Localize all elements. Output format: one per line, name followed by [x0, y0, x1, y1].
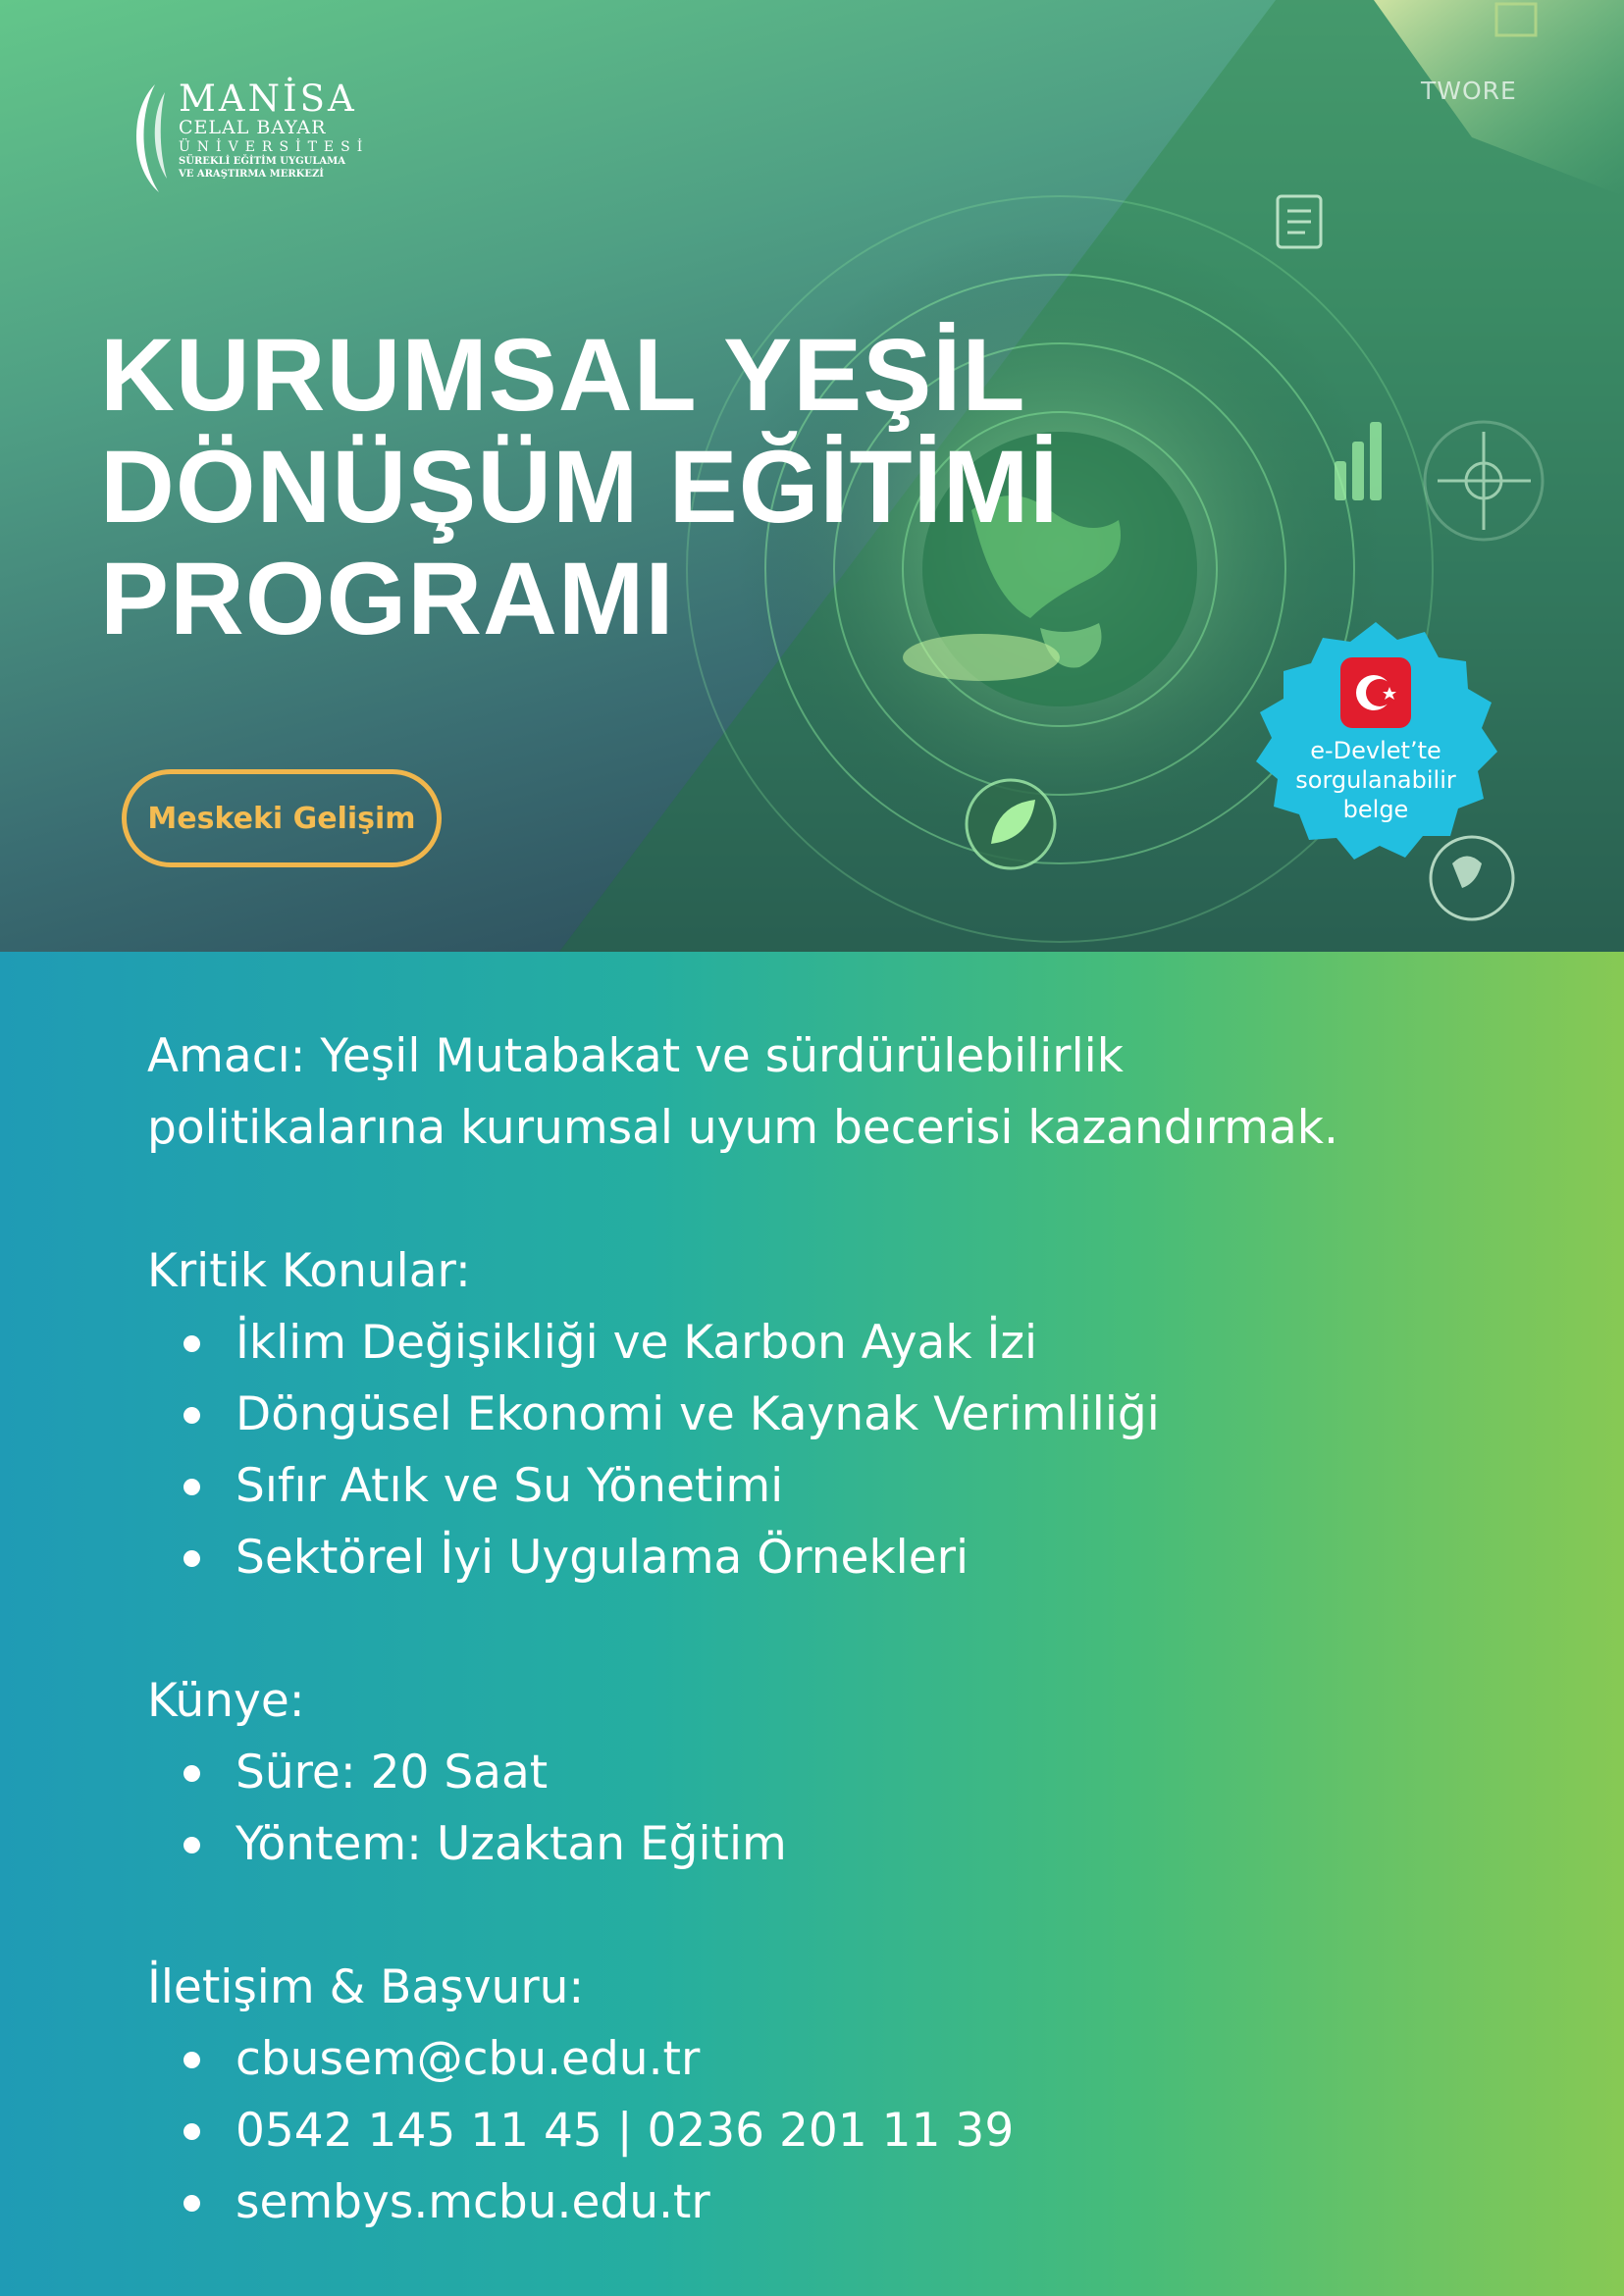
- topic-item: Sektörel İyi Uygulama Örnekleri: [236, 1531, 969, 1585]
- details-list: [147, 1737, 1521, 1880]
- list-item: [147, 1379, 1521, 1450]
- contact-list: [147, 2023, 1521, 2238]
- website-link[interactable]: sembys.mcbu.edu.tr: [236, 2175, 710, 2229]
- badge-line-1: e-Devlet’te: [1310, 737, 1441, 764]
- university-logo: [126, 80, 381, 198]
- list-item: [147, 1450, 1521, 1522]
- title-line-3: PROGRAMI: [100, 542, 675, 656]
- page-title: [100, 320, 1059, 655]
- bullet-icon: [183, 1550, 200, 1567]
- star-crescent-icon: [1340, 657, 1411, 728]
- logo-line-3: ÜNİVERSİTESİ: [179, 139, 370, 155]
- list-item: [147, 2023, 1521, 2095]
- contact-title: İletişim & Başvuru:: [147, 1960, 585, 2014]
- topics-list: [147, 1307, 1521, 1593]
- purpose-line-2: politikalarına kurumsal uyum becerisi kazandırmak.: [147, 1101, 1338, 1155]
- topics-title: Kritik Konular:: [147, 1244, 471, 1298]
- badge-line-3: belge: [1342, 796, 1409, 823]
- bullet-icon: [183, 1765, 200, 1782]
- bullet-icon: [183, 1407, 200, 1424]
- email-link[interactable]: cbusem@cbu.edu.tr: [236, 2032, 701, 2086]
- bullet-icon: [183, 2123, 200, 2140]
- title-line-2: DÖNÜŞÜM EĞİTİMİ: [100, 430, 1060, 545]
- purpose-line-1: Amacı: Yeşil Mutabakat ve sürdürülebilirlik: [147, 1029, 1124, 1083]
- list-item: [147, 2166, 1521, 2238]
- topic-item: Döngüsel Ekonomi ve Kaynak Verimliliği: [236, 1387, 1160, 1441]
- logo-line-5: VE ARAŞTIRMA MERKEZİ: [179, 169, 324, 180]
- details-title: Künye:: [147, 1674, 305, 1728]
- list-item: [147, 1737, 1521, 1808]
- hero-banner: [0, 0, 1624, 952]
- bullet-icon: [183, 1335, 200, 1352]
- badge-line-2: sorgulanabilir: [1295, 766, 1456, 794]
- list-item: [147, 1522, 1521, 1593]
- logo-line-2: CELAL BAYAR: [179, 117, 327, 138]
- topic-item: İklim Değişikliği ve Karbon Ayak İzi: [236, 1316, 1038, 1370]
- partner-logo: TWORE: [1421, 77, 1517, 105]
- leaf-icon: [967, 780, 1055, 868]
- badge-text: [1248, 736, 1503, 824]
- method-item: Yöntem: Uzaktan Eğitim: [236, 1817, 787, 1871]
- bullet-icon: [183, 2052, 200, 2068]
- edevlet-badge: [1248, 616, 1503, 871]
- title-line-1: KURUMSAL YEŞİL: [100, 318, 1026, 433]
- category-pill: Meskeki Gelişim: [122, 769, 442, 867]
- list-item: [147, 2095, 1521, 2166]
- logo-line-4: SÜREKLİ EĞİTİM UYGULAMA: [179, 156, 346, 167]
- info-panel: [0, 952, 1624, 2296]
- duration-item: Süre: 20 Saat: [236, 1746, 549, 1800]
- bullet-icon: [183, 2195, 200, 2212]
- list-item: [147, 1307, 1521, 1379]
- info-content: [147, 1020, 1521, 2238]
- list-item: [147, 1808, 1521, 1880]
- topic-item: Sıfır Atık ve Su Yönetimi: [236, 1459, 784, 1513]
- bullet-icon: [183, 1479, 200, 1495]
- bullet-icon: [183, 1837, 200, 1853]
- logo-line-1: MANİSA: [179, 78, 357, 120]
- crescent-logo-icon: [126, 80, 175, 196]
- phone-numbers: 0542 145 11 45 | 0236 201 11 39: [236, 2104, 1015, 2158]
